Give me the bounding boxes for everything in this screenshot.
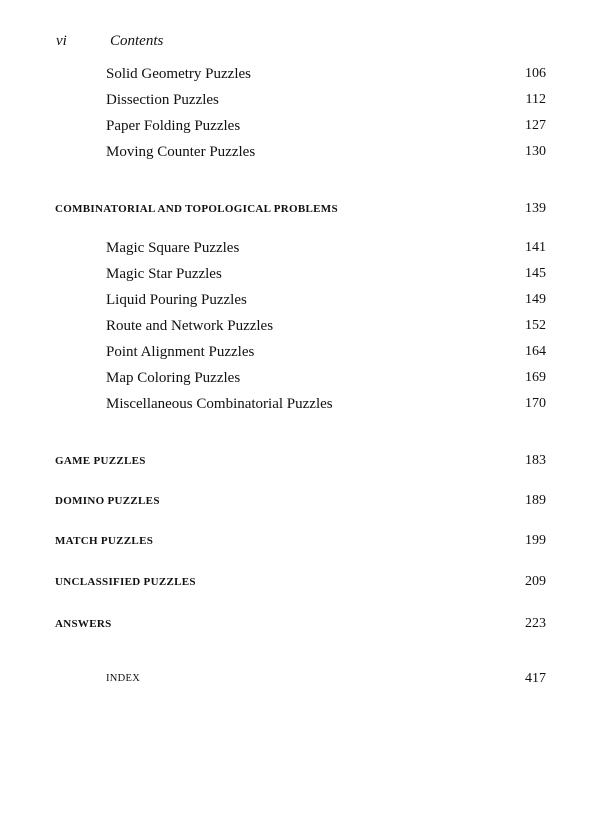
entry-page-number: 130 [525,144,546,159]
entry-title: INDEX [106,673,141,684]
toc-entry [0,144,607,164]
entry-title: Route and Network Puzzles [106,318,274,334]
entry-title: Paper Folding Puzzles [106,118,241,134]
entry-page-number: 141 [525,240,546,255]
entry-title: Magic Square Puzzles [106,240,240,256]
toc-section-entry [0,493,607,513]
entry-title: ANSWERS [55,618,112,630]
entry-page-number: 164 [525,344,546,359]
entry-page-number: 145 [525,266,546,281]
entry-title: MATCH PUZZLES [55,535,154,547]
toc-entry [0,318,607,338]
toc-entry [0,66,607,86]
toc-section-entry [0,533,607,553]
entry-page-number: 152 [525,318,546,333]
entry-page-number: 139 [525,201,546,216]
entry-page-number: 106 [525,66,546,81]
entry-page-number: 170 [525,396,546,411]
entry-page-number: 149 [525,292,546,307]
page-number-roman: vi [56,33,67,49]
entry-title: Moving Counter Puzzles [106,144,256,160]
entry-title: Liquid Pouring Puzzles [106,292,247,308]
entry-page-number: 223 [525,616,546,631]
toc-entry [0,92,607,112]
entry-page-number: 199 [525,533,546,548]
entry-page-number: 417 [525,671,546,686]
entry-page-number: 189 [525,493,546,508]
running-title: Contents [110,33,164,49]
toc-entry [0,370,607,390]
entry-title: COMBINATORIAL AND TOPOLOGICAL PROBLEMS [55,203,338,215]
toc-index-entry [0,671,607,691]
toc-entry [0,266,607,286]
entry-page-number: 112 [525,92,546,107]
entry-title: Map Coloring Puzzles [106,370,241,386]
toc-entry [0,118,607,138]
toc-section-entry [0,453,607,473]
entry-title: Point Alignment Puzzles [106,344,255,360]
toc-section-entry [0,574,607,594]
entry-title: GAME PUZZLES [55,455,146,467]
entry-title: Dissection Puzzles [106,92,219,108]
toc-entry [0,344,607,364]
entry-title: UNCLASSIFIED PUZZLES [55,576,196,588]
entry-page-number: 183 [525,453,546,468]
entry-title: Solid Geometry Puzzles [106,66,251,82]
entry-title: Miscellaneous Combinatorial Puzzles [106,396,333,412]
entry-title: DOMINO PUZZLES [55,495,160,507]
entry-page-number: 127 [525,118,546,133]
toc-entry [0,240,607,260]
toc-section-entry [0,201,607,221]
entry-title: Magic Star Puzzles [106,266,222,282]
entry-page-number: 209 [525,574,546,589]
entry-page-number: 169 [525,370,546,385]
toc-section-entry [0,616,607,636]
toc-entry [0,396,607,416]
toc-entry [0,292,607,312]
